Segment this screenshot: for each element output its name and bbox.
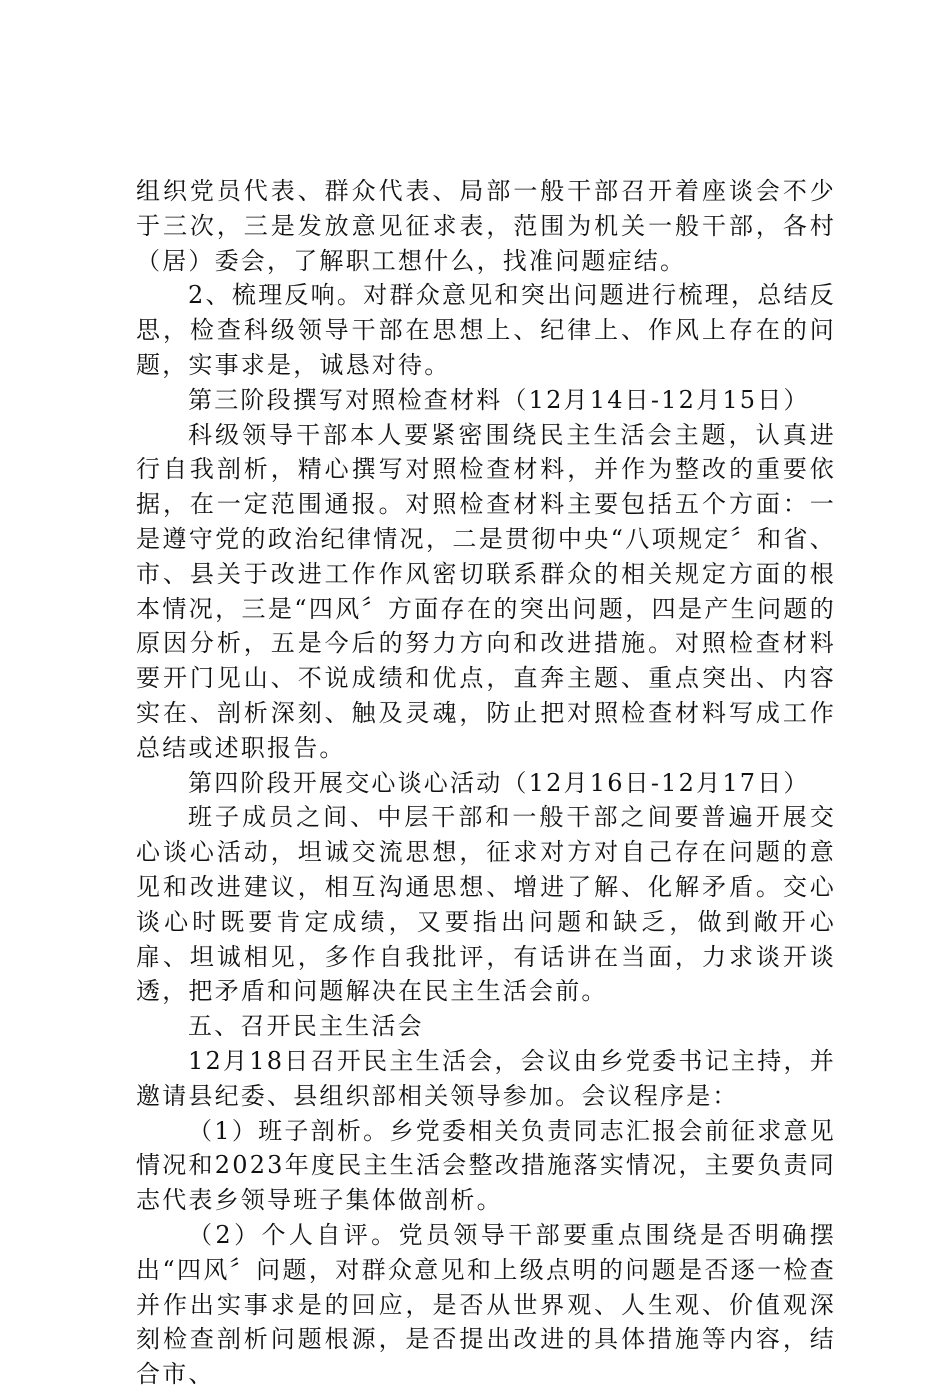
paragraph-self-review-materials: 科级领导干部本人要紧密围绕民主生活会主题，认真进行自我剖析，精心撰写对照检查材料，并作为整改的重要依据，在一定范围通报。对照检查材料主要包括五个方面：一是遵守党的政治纪律情况，二是贯彻中央“八项规定〞和省、市、县关于改进工作作风密切联系群众的相关规定方面的根本情况，三是“四风〞方面存在的突出问题，四是产生问题的原因分析，五是今后的努力方向和改进措施。对照检查材料要开门见山、不说成绩和优点，直奔主题、重点突出、内容实在、剖析深刻、触及灵魂，防止把对照检查材料写成工作总结或述职报告。: [136, 420, 836, 762]
paragraph-self-evaluation: （2）个人自评。党员领导干部要重点围绕是否明确摆出“四风〞问题，对群众意见和上级点明的问题是否逐一检查并作出实事求是的回应，是否从世界观、人生观、价值观深刻检查剖析问题根源，是否提出改进的具体措施等内容，结合市、: [136, 1220, 836, 1389]
paragraph-heart-to-heart: 班子成员之间、中层干部和一般干部之间要普遍开展交心谈心活动，坦诚交流思想，征求对方对自己存在问题的意见和改进建议，相互沟通思想、增进了解、化解矛盾。交心谈心时既要肯定成绩，又要指出问题和缺乏，做到敞开心扉、坦诚相见，多作自我批评，有话讲在当面，力求谈开谈透，把矛盾和问题解决在民主生活会前。: [136, 803, 836, 1006]
paragraph-continuation: 组织党员代表、群众代表、局部一般干部召开着座谈会不少于三次，三是发放意见征求表，范围为机关一般干部，各村（居）委会，了解职工想什么，找准问题症结。: [136, 177, 836, 275]
document-body: [136, 174, 836, 1392]
heading-section-five: 五、召开民主生活会: [188, 1012, 424, 1041]
heading-stage-three: 第三阶段撰写对照检查材料（12月14日-12月15日）: [188, 385, 810, 414]
paragraph-sort-feedback: 2、梳理反响。对群众意见和突出问题进行梳理，总结反思，检查科级领导干部在思想上、纪律上、作风上存在的问题，实事求是，诚恳对待。: [136, 281, 836, 379]
paragraph-meeting-intro: 12月18日召开民主生活会，会议由乡党委书记主持，并邀请县纪委、县组织部相关领导参加。会议程序是：: [136, 1046, 836, 1110]
heading-stage-four: 第四阶段开展交心谈心活动（12月16日-12月17日）: [188, 768, 810, 797]
paragraph-team-analysis: （1）班子剖析。乡党委相关负责同志汇报会前征求意见情况和2023年度民主生活会整改措施落实情况，主要负责同志代表乡领导班子集体做剖析。: [136, 1116, 836, 1215]
